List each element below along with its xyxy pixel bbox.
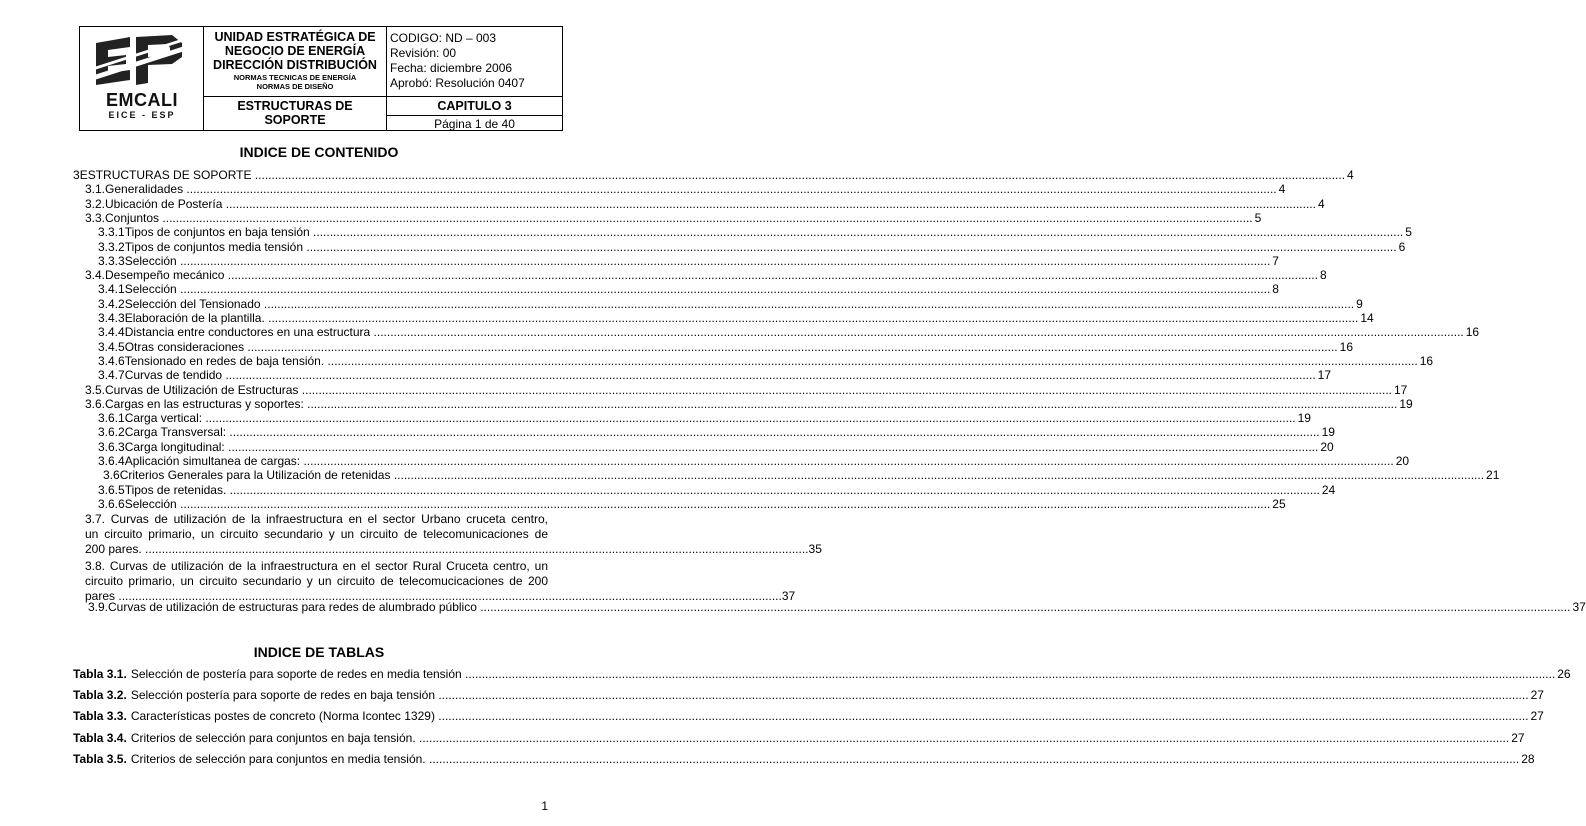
toc-entry-text: Curvas de Utilización de Estructuras .....: [105, 383, 1392, 398]
toc-entry-text: Selección .....: [125, 282, 1271, 297]
toc-entry-page: 16: [1339, 340, 1353, 354]
toc-entry-page: 4: [1317, 197, 1325, 211]
toc-entry[interactable]: [103, 468, 1500, 483]
toc-entry-number: 3.6.3: [98, 440, 125, 454]
org-unit-line: UNIDAD ESTRATÉGICA DE: [214, 30, 376, 44]
toc-entry-text: Curvas de tendido .....: [125, 368, 1316, 383]
toc-entry-number: 3.6.1: [98, 411, 125, 425]
toc-entry[interactable]: [73, 168, 1354, 183]
toc-entry-page: 17: [1393, 383, 1408, 397]
toc-entry-text: Tipos de conjuntos media tensión .....: [125, 240, 1397, 255]
table-index-label: Tabla 3.3.: [73, 709, 127, 723]
page-number: 1: [541, 799, 548, 813]
toc-entry-page: 14: [1360, 311, 1374, 325]
toc-entry-number: 3.4.1: [98, 282, 125, 296]
table-index-label: Tabla 3.2.: [73, 688, 127, 702]
toc-entry-page: 19: [1321, 425, 1335, 439]
chapter-cell: [387, 97, 562, 130]
toc-entry-number: 3.3.3: [98, 254, 125, 268]
toc-entry[interactable]: [98, 354, 1434, 369]
toc-entry-3-8[interactable]: [85, 559, 796, 604]
revision-line: Revisión: 00: [390, 46, 457, 60]
toc-entry[interactable]: [98, 425, 1335, 440]
toc-entry-number: 3.2.: [85, 197, 106, 211]
code-line: CODIGO: ND – 003: [390, 31, 497, 45]
toc-entry-number: 3.4.: [85, 268, 106, 282]
chapter-title: CAPITULO 3: [387, 99, 562, 116]
toc-entry[interactable]: [98, 282, 1279, 297]
toc-entry-page: 25: [1272, 497, 1286, 511]
approval-line: Aprobó: Resolución 0407: [390, 76, 525, 90]
toc-entry-number: 3.6.4: [98, 454, 125, 468]
emcali-logo: [86, 33, 198, 125]
toc-entry-number: 3.4.3: [98, 311, 125, 325]
toc-entry-page: 17: [1317, 368, 1332, 382]
subject-line-1: ESTRUCTURAS DE: [237, 99, 353, 113]
toc-entry-page: 7: [1272, 254, 1279, 268]
table-index-text: Características postes de concreto (Norma Icontec 1329) .....: [131, 709, 1529, 724]
toc-entry-text: Distancia entre conductores en una estructura .....: [125, 325, 1464, 340]
toc-entry-page: 4: [1278, 182, 1286, 196]
toc-entry-text: Tipos de conjuntos en baja tensión .....: [125, 225, 1404, 240]
toc-entry-page: 8: [1272, 282, 1279, 296]
toc-entry-text: Cargas en las estructuras y soportes: .....: [105, 397, 1397, 412]
toc-entry-number: 3.6.5: [98, 483, 125, 497]
table-index-text: Selección de postería para soporte de redes en media tensión .....: [131, 667, 1555, 682]
toc-entry-number: 3.6.: [85, 397, 106, 411]
toc-entry-number: 3.5.: [85, 383, 106, 397]
metadata-cell: [387, 27, 562, 97]
toc-entry-text: Selección .....: [125, 497, 1271, 512]
table-index-text: Criterios de selección para conjuntos en media tensión. .....: [131, 752, 1519, 767]
toc-entry-text: Tipos de retenidas. .....: [125, 483, 1320, 498]
table-index-label: Tabla 3.1.: [73, 667, 127, 681]
toc-entry-page: 5: [1405, 225, 1412, 239]
toc-entry-number: 3.4.5: [98, 340, 125, 354]
org-norms-line: NORMAS TECNICAS DE ENERGÍA: [233, 73, 357, 82]
toc-entry-page: 21: [1486, 468, 1500, 482]
toc-entry[interactable]: [98, 483, 1336, 498]
table-index-text: Criterios de selección para conjuntos en baja tensión. .....: [131, 731, 1509, 746]
toc-entry-page: 16: [1465, 325, 1480, 339]
toc-entry-page: 19: [1297, 411, 1311, 425]
table-index-label: Tabla 3.5.: [73, 752, 127, 766]
toc-entry[interactable]: [98, 368, 1332, 383]
table-index-label: Tabla 3.4.: [73, 731, 127, 745]
toc-entry[interactable]: [85, 182, 1286, 197]
table-index-text: Selección postería para soporte de redes en baja tensión .....: [131, 688, 1529, 703]
toc-entry-text: Curvas de utilización de estructuras para redes de alumbrado público .....: [108, 600, 1570, 615]
toc-entry[interactable]: [98, 497, 1286, 512]
toc-entry-page: 20: [1395, 454, 1410, 468]
toc-entry-number: 3.6: [103, 468, 120, 482]
toc-entry-line: pares .......................................................................................................................................................................................................: [85, 589, 782, 603]
toc-entry[interactable]: [98, 325, 1480, 340]
toc-entry-text: Carga vertical: .....: [125, 411, 1296, 426]
table-index-entry[interactable]: [73, 667, 1571, 682]
emcali-logo-mark-icon: [86, 33, 198, 91]
org-business-line: NEGOCIO DE ENERGÍA: [224, 44, 366, 58]
toc-entry-page: 4: [1347, 168, 1354, 182]
toc-entry[interactable]: [98, 440, 1334, 455]
toc-entry[interactable]: [98, 411, 1311, 426]
toc-entry-line: circuito primario, un circuito secundario y un circuito de telecomucicaciones de 200: [85, 574, 548, 588]
toc-entry-number: 3.3.1: [98, 225, 125, 239]
toc-entry[interactable]: [98, 340, 1353, 355]
toc-entry-text: Tensionado en redes de baja tensión. .....: [125, 354, 1418, 369]
toc-entry[interactable]: [85, 197, 1325, 212]
toc-entry-number: 3.6.2: [98, 425, 125, 439]
toc-entry-text: Generalidades .....: [105, 182, 1277, 197]
toc-entry-number: 3.9.: [88, 600, 109, 614]
toc-entry[interactable]: [85, 383, 1408, 398]
toc-entry-page: 9: [1356, 297, 1363, 311]
toc-entry-text: Desempeño mecánico .....: [105, 268, 1318, 283]
organization-cell: [204, 27, 387, 97]
org-design-norms-line: NORMAS DE DISEÑO: [256, 82, 334, 91]
toc-entry-number: 3.4.4: [98, 325, 125, 339]
table-index-entry[interactable]: [73, 731, 1525, 746]
toc-entry-page: 37: [1572, 600, 1586, 614]
toc-entry[interactable]: [98, 297, 1363, 312]
table-index-page: 27: [1511, 731, 1525, 745]
table-index-page: 26: [1557, 667, 1571, 681]
table-index-page: 27: [1530, 709, 1544, 723]
toc-entry-text: Carga Transversal: .....: [125, 425, 1320, 440]
toc-entry-text: Selección del Tensionado .....: [125, 297, 1354, 312]
logo-cell: [80, 27, 204, 130]
toc-title: INDICE DE CONTENIDO: [239, 144, 399, 160]
toc-entry[interactable]: [98, 240, 1406, 255]
date-line: Fecha: diciembre 2006: [390, 61, 513, 75]
toc-entry-number: 3: [73, 168, 80, 182]
toc-entry-page: 37: [781, 589, 796, 603]
toc-entry-line: 3.8. Curvas de utilización de la infraestructura en el sector Rural Cruceta centro, un: [85, 559, 548, 573]
toc-entry-line: 200 pares. .......................................................................................................................................................................................................: [85, 542, 809, 556]
toc-entry[interactable]: [98, 225, 1412, 240]
toc-entry-number: 3.1.: [85, 182, 106, 196]
toc-entry-text: Otras consideraciones .....: [125, 340, 1338, 355]
toc-entry[interactable]: [98, 311, 1374, 326]
toc-entry-number: 3.3.2: [98, 240, 125, 254]
toc-entry-line: 3.7. Curvas de utilización de la infraestructura en el sector Urbano cruceta centro,: [85, 512, 548, 526]
table-index-entry[interactable]: [73, 709, 1544, 724]
subject-line-2: SOPORTE: [264, 113, 326, 127]
toc-entry-text: Carga longitudinal: .....: [125, 440, 1319, 455]
document-header: [79, 26, 563, 131]
toc-entry-text: Conjuntos .....: [105, 211, 1253, 226]
toc-entry[interactable]: [85, 211, 1262, 226]
tables-title: INDICE DE TABLAS: [253, 644, 385, 660]
toc-entry-page: 16: [1419, 354, 1434, 368]
toc-entry-3-7[interactable]: [85, 512, 822, 557]
toc-entry-page: 35: [808, 542, 822, 556]
toc-entry-number: 3.4.2: [98, 297, 125, 311]
toc-entry-text: ESTRUCTURAS DE SOPORTE .....: [80, 168, 1345, 183]
brand-subtitle: EICE - ESP: [108, 110, 176, 120]
toc-entry-text: Selección .....: [125, 254, 1271, 269]
org-direction-line: DIRECCIÓN DISTRIBUCIÓN: [213, 58, 377, 72]
page-of-total: Página 1 de 40: [434, 117, 515, 131]
toc-entry-number: 3.3.: [85, 211, 106, 225]
table-index-page: 27: [1530, 688, 1544, 702]
toc-entry-text: Ubicación de Postería .....: [105, 197, 1316, 212]
toc-entry[interactable]: [85, 397, 1413, 412]
toc-entry[interactable]: [85, 268, 1327, 283]
toc-entry[interactable]: [98, 254, 1279, 269]
toc-entry-line: un circuito primario, un circuito secundario y un circuito de telecomunicaciones de: [85, 527, 548, 541]
toc-entry-page: 6: [1398, 240, 1406, 254]
toc-entry-number: 3.4.6: [98, 354, 125, 368]
toc-entry-text: Elaboración de la plantilla. .....: [125, 311, 1359, 326]
toc-entry-page: 20: [1320, 440, 1334, 454]
subject-cell: [204, 97, 387, 130]
table-index-entry[interactable]: [73, 688, 1544, 703]
table-index-page: 28: [1521, 752, 1535, 766]
toc-entry-page: 8: [1319, 268, 1327, 282]
toc-entry-3-9[interactable]: [88, 600, 1586, 615]
table-index-entry[interactable]: [73, 752, 1535, 767]
toc-entry-page: 5: [1254, 211, 1262, 225]
toc-entry-page: 24: [1321, 483, 1336, 497]
toc-entry[interactable]: [98, 454, 1410, 469]
toc-entry-number: 3.6.6: [98, 497, 125, 511]
toc-entry-number: 3.4.7: [98, 368, 125, 382]
toc-entry-text: Criterios Generales para la Utilización de retenidas .....: [120, 468, 1484, 483]
toc-entry-page: 19: [1399, 397, 1413, 411]
toc-entry-text: Aplicación simultanea de cargas: .....: [125, 454, 1394, 469]
brand-name: EMCALI: [106, 90, 178, 110]
